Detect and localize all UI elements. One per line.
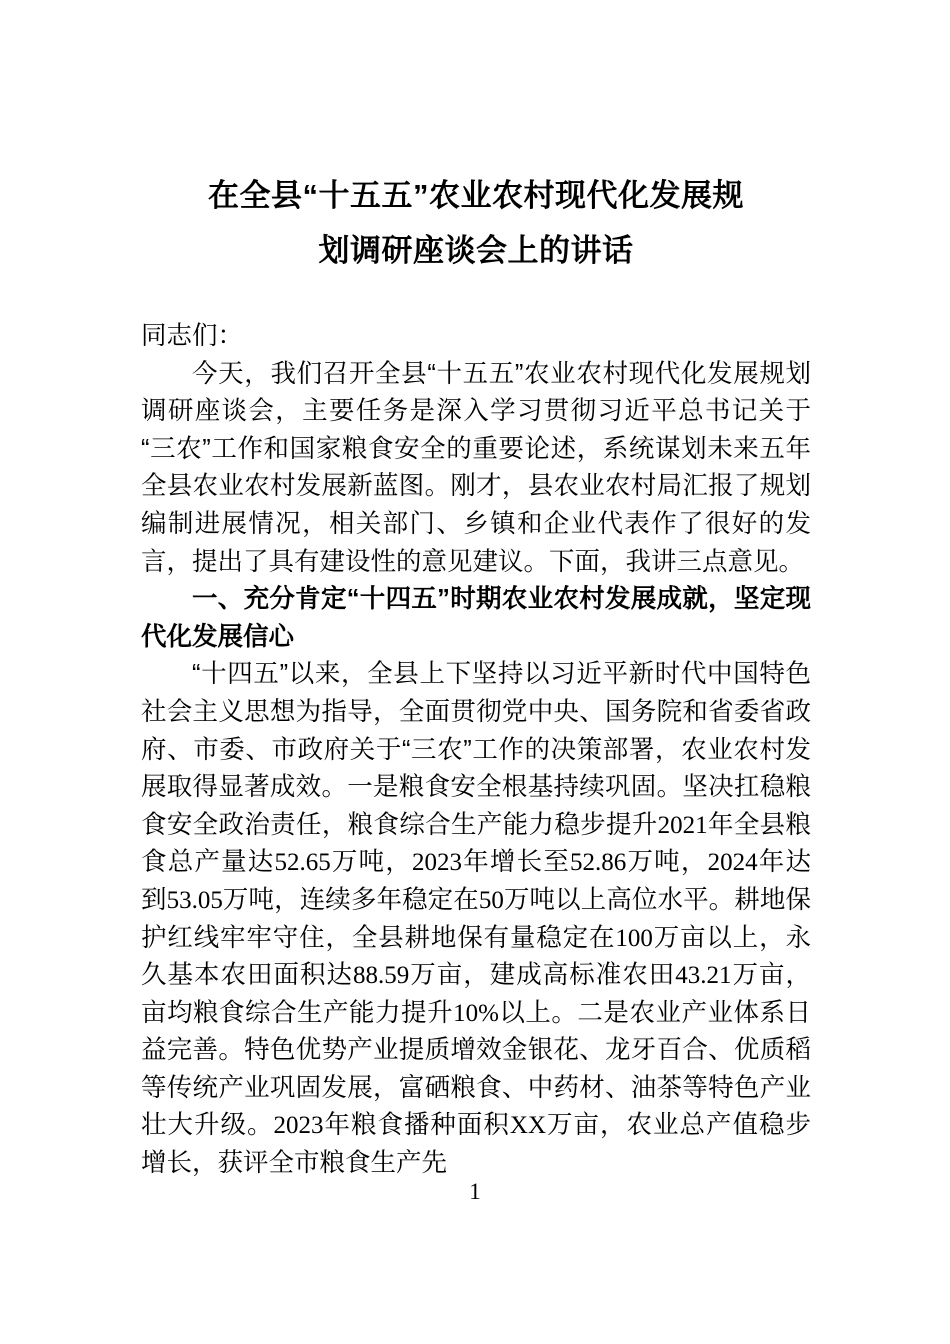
page-title-line-2: 划调研座谈会上的讲话 — [318, 233, 634, 268]
section-heading-1: 一、充分肯定“十四五”时期农业农村发展成就，坚定现代化发展信心 — [141, 585, 811, 651]
page-title-line-1: 在全县“十五五”农业农村现代化发展规 — [208, 178, 744, 213]
numeric-run: 10% — [453, 999, 499, 1027]
numeric-run: XX — [509, 1112, 547, 1140]
numeric-run: 52.65 — [274, 849, 331, 877]
numeric-run: 52.86 — [570, 849, 627, 877]
salutation: 同志们： — [141, 322, 244, 350]
paragraph-opening: 今天，我们召开全县“十五五”农业农村现代化发展规划调研座谈会，主要任务是深入学习贯彻习近平总书记关于“三农”工作和国家粮食安全的重要论述，系统谋划未来五年全县农业农村发展新蓝图。刚才，县农业农村局汇报了规划编制进展情况，相关部门、乡镇和企业代表作了很好的发言，提出了具有建设性的意见建议。下面，我讲三点意见。 — [141, 359, 811, 576]
numeric-run: 2023 — [273, 1112, 324, 1140]
document-body — [141, 0, 811, 1183]
numeric-run: 100 — [615, 924, 653, 952]
numeric-run: 88.59 — [352, 962, 410, 990]
numeric-run: 2023 — [412, 849, 463, 877]
numeric-run: 53.05 — [166, 886, 223, 914]
numeric-run: 50 — [478, 886, 504, 914]
page-title — [141, 0, 811, 278]
numeric-run: 2021 — [657, 811, 708, 839]
numeric-run: 2024 — [707, 849, 758, 877]
page-number: 1 — [469, 1179, 481, 1204]
paragraph-body-1: “十四五”以来，全县上下坚持以习近平新时代中国特色社会主义思想为指导，全面贯彻党中央、国务院和省委省政府、市委、市政府关于“三农”工作的决策部署，农业农村发展取得显著成效。一是粮食安全根基持续巩固。坚决扛稳粮食安全政治责任，粮食综合生产能力稳步提升2021年全县粮食总产量达52.65万吨，2023年增长至52.86万吨，2024年达到53.05万吨，连续多年稳定在50万吨以上高位水平。耕地保护红线牢牢守住，全县耕地保有量稳定在100万亩以上，永久基本农田面积达88.59万亩，建成高标准农田43.21万亩，亩均粮食综合生产能力提升10%以上。二是农业产业体系日益完善。特色优势产业提质增效金银花、龙牙百合、优质稻等传统产业巩固发展，富硒粮食、中药材、油茶等特色产业壮大升级。2023年粮食播种面积XX万亩，农业总产值稳步增长，获评全市粮食生产先 — [141, 660, 811, 1178]
numeric-run: 43.21 — [675, 962, 732, 990]
